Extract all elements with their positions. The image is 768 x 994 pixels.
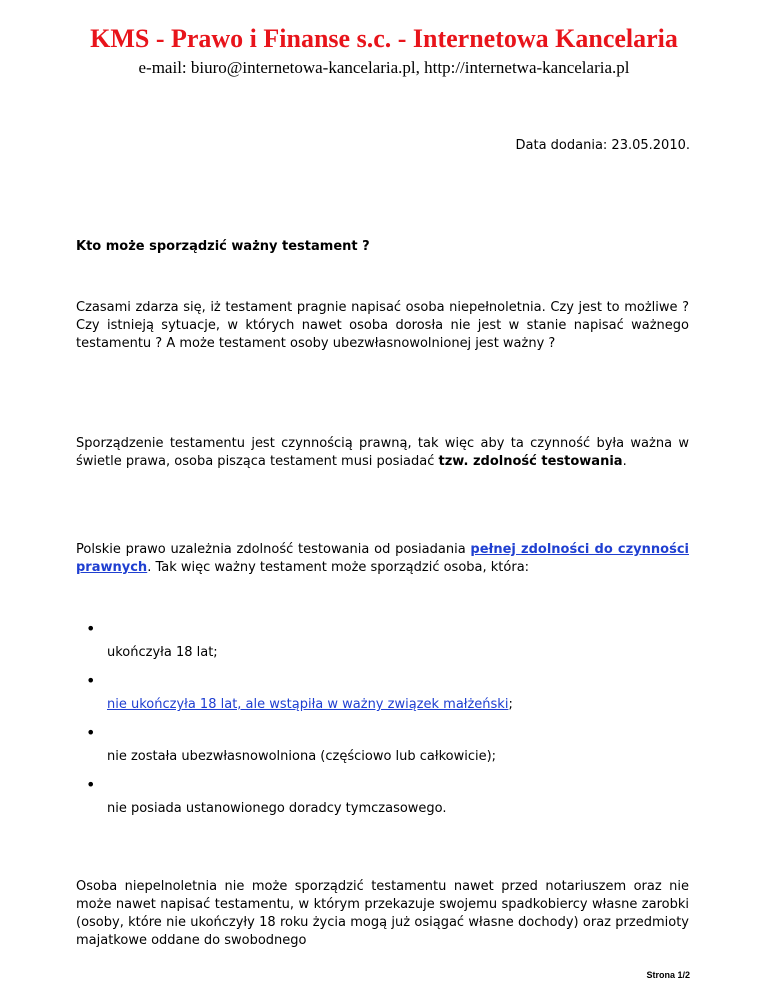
bullet-icon: • bbox=[86, 775, 96, 794]
legal-capacity-link[interactable]: pełnej zdolności do czynności prawnych bbox=[76, 542, 689, 575]
page-number: Strona 1/2 bbox=[646, 970, 690, 980]
marriage-exception-link[interactable]: nie ukończyła 18 lat, ale wstąpiła w ważny związek małżeński bbox=[107, 697, 509, 712]
list-item-text: nie posiada ustanowionego doradcy tymczasowego. bbox=[107, 801, 447, 816]
paragraph-3 bbox=[76, 541, 689, 577]
paragraph-2-text: Sporządzenie testamentu jest czynnością prawną, tak więc aby ta czynność była ważna w świetle prawa, osoba pisząca testament musi posiadać bbox=[76, 436, 689, 469]
paragraph-2-end: . bbox=[622, 454, 627, 469]
list-item bbox=[76, 620, 689, 672]
list-item-text: ukończyła 18 lat; bbox=[107, 645, 218, 660]
paragraph-4: Osoba niepelnoletnia nie może sporządzić testamentu nawet przed notariuszem oraz nie może nawet napisać testamentu, w którym przekazuje swojemu spadkobiercy własne zarobki (osoby, które nie ukończyły 18 roku życia mogą już osiągać własne dochody) oraz przedmioty majatkowe oddane do swobodnego bbox=[76, 879, 689, 948]
article-heading: Kto może sporządzić ważny testament ? bbox=[76, 239, 370, 254]
paragraph-2-bold: tzw. zdolność testowania bbox=[438, 454, 623, 469]
conditions-list bbox=[76, 620, 689, 828]
bullet-icon: • bbox=[86, 671, 96, 690]
list-item-text: nie została ubezwłasnowolniona (częściowo lub całkowicie); bbox=[107, 749, 497, 764]
paragraph-1: Czasami zdarza się, iż testament pragnie napisać osoba niepełnoletnia. Czy jest to możliwe ? Czy istnieją sytuacje, w których nawet osoba dorosła nie jest w stanie napisać ważnego testamentu ? A może testament osoby ubezwłasnowolnionej jest ważny ? bbox=[76, 300, 689, 351]
list-item-end: ; bbox=[508, 697, 513, 712]
header-title: KMS - Prawo i Finanse s.c. - Internetowa Kancelaria bbox=[90, 24, 678, 53]
date-added: Data dodania: 23.05.2010. bbox=[515, 138, 690, 153]
bullet-icon: • bbox=[86, 619, 96, 638]
bullet-icon: • bbox=[86, 723, 96, 742]
list-item bbox=[76, 776, 689, 828]
paragraph-3-text: Polskie prawo uzależnia zdolność testowania od posiadania bbox=[76, 542, 471, 557]
list-item-text bbox=[107, 696, 513, 714]
header-contact: e-mail: biuro@internetowa-kancelaria.pl, http://internetwa-kancelaria.pl bbox=[138, 58, 630, 77]
list-item bbox=[76, 672, 689, 724]
list-item bbox=[76, 724, 689, 776]
paragraph-3-end: . Tak więc ważny testament może sporządzić osoba, która: bbox=[147, 560, 530, 575]
paragraph-2 bbox=[76, 435, 689, 471]
